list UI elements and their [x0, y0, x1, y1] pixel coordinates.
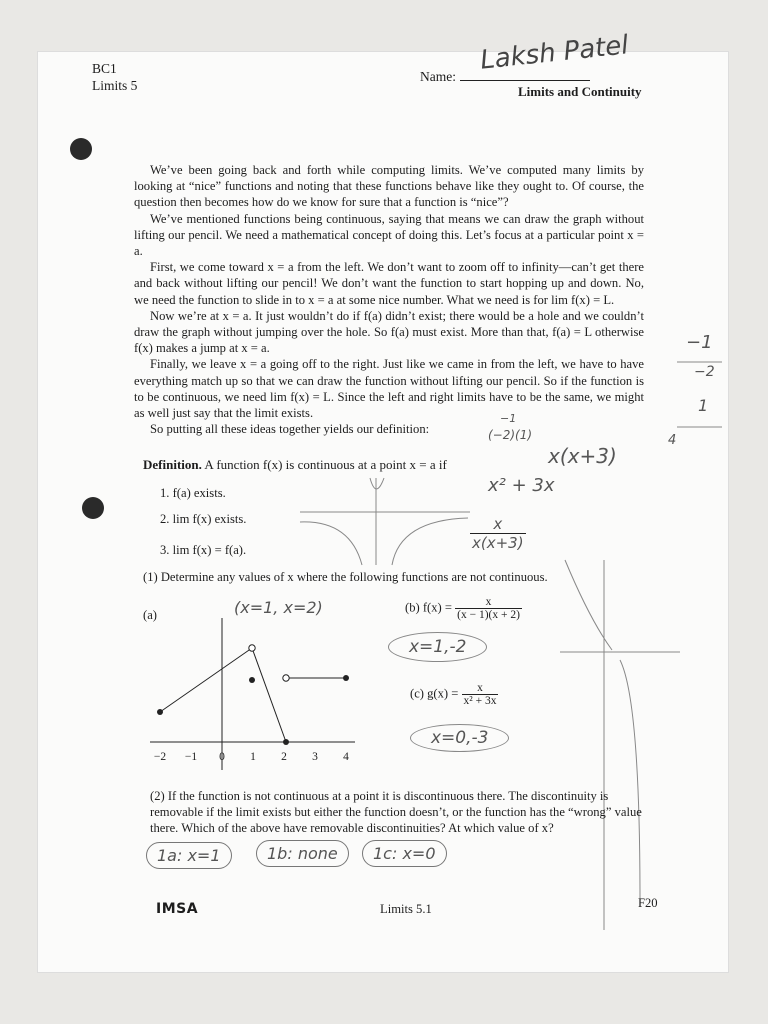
definition [143, 457, 447, 473]
name-label: Name: [420, 69, 456, 84]
paragraph-1: We’ve been going back and forth while computing limits. We’ve computed many limits by looking at “nice” functions and noting that these functions behave like they ought to. Of course, the question then becomes how do we know for sure that a function is “nice”? [134, 163, 644, 210]
topic-title: Limits and Continuity [518, 84, 642, 99]
part-c [410, 682, 498, 707]
definition-label: Definition. [143, 457, 202, 472]
part-b [405, 596, 522, 621]
part-c-label: (c) g(x) = [410, 686, 459, 701]
imsa-logo-text: IMSA [156, 901, 199, 917]
side-note-3: 1 [698, 396, 709, 415]
part-b-fraction [455, 596, 522, 621]
note-fraction-den: x(x+3) [472, 534, 524, 552]
condition-3: 3. lim f(x) = f(a). [160, 543, 247, 557]
paragraph-5: Finally, we leave x = a going off to the right. Just like we came in from the left, we have to have everything match up so that we can draw the function without lifting our pencil. So if the function is to be continuous, we need lim f(x) = L. Since the left and right limits have to be the same, we might as well just say that the limit exists. [134, 357, 644, 421]
note-factored: x(x+3) [548, 444, 617, 468]
note-fraction-num: x [470, 515, 526, 534]
binder-hole-top [70, 138, 92, 160]
note-expr: x² + 3x [488, 475, 555, 496]
part-b-denominator: (x − 1)(x + 2) [457, 609, 520, 621]
graph-a-tick-5: 3 [312, 751, 318, 763]
intro-text [134, 162, 644, 437]
paragraph-3: First, we come toward x = a from the left. We don’t want to zoom off to infinity—can’t get there and back without lifting our pencil! We don’t want the function to start hopping up and down. No, we need the function to slide in to x = a at some nice number. What we need is for lim f(x) = L. [134, 260, 644, 307]
part-c-fraction [462, 682, 499, 707]
part-a-answer: (x=1, x=2) [234, 598, 323, 617]
imsa-logo [156, 901, 198, 917]
part-c-denominator: x² + 3x [463, 695, 497, 707]
question-1-prompt: (1) Determine any values of x where the following functions are not continuous. [143, 570, 548, 584]
unit-name: Limits 5 [92, 78, 138, 93]
course-header [92, 60, 137, 94]
question-2-prompt: (2) If the function is not continuous at a point it is discontinuous there. The discontinuity is removable if the limit exists but either the function doesn’t, or the function has the “wrong” value there. Which of the above have removable discontinuities? At which value of x? [150, 789, 642, 835]
note-small-1: −1 [500, 412, 517, 425]
term-label: F20 [638, 896, 658, 910]
graph-a-tick-6: 4 [343, 751, 349, 763]
side-note-1: −1 [686, 332, 713, 353]
part-b-numerator: x [455, 596, 522, 609]
graph-a-tick-3: 1 [250, 751, 256, 763]
page-label: Limits 5.1 [380, 902, 432, 916]
graph-a-tick-2: 0 [219, 751, 225, 763]
side-note-4: 4 [668, 433, 677, 448]
note-fraction [470, 515, 526, 552]
question-2-answer-1: 1a: x=1 [146, 842, 232, 869]
course-code: BC1 [92, 61, 117, 76]
condition-1: 1. f(a) exists. [160, 486, 226, 500]
graph-a-tick-1: −1 [184, 751, 198, 763]
question-2-answer-2: 1b: none [256, 840, 349, 867]
condition-2: 2. lim f(x) exists. [160, 512, 247, 526]
question-2-answer-3: 1c: x=0 [362, 840, 447, 867]
part-b-answer: x=1,-2 [388, 632, 487, 662]
paragraph-2: We’ve mentioned functions being continuous, saying that means we can draw the graph without lifting our pencil. We need a mathematical concept of doing this. Let’s focus at a particular point x = a. [134, 211, 644, 259]
part-a-label: (a) [143, 608, 157, 622]
part-c-numerator: x [462, 682, 499, 695]
part-b-label: (b) f(x) = [405, 600, 452, 615]
graph-a-tick-0: −2 [153, 751, 167, 763]
part-c-answer: x=0,-3 [410, 724, 509, 752]
paragraph-6: So putting all these ideas together yields our definition: [150, 422, 430, 437]
paragraph-4: Now we’re at x = a. It just wouldn’t do if f(a) didn’t exist; there would be a hole and we couldn’t draw the graph without jumping over the hole. So f(a) must exist. More than that, f(a) = L otherwise f(x) makes a jump at x = a. [134, 308, 644, 356]
note-small-2: (−2)(1) [488, 428, 533, 442]
definition-text: A function f(x) is continuous at a point x = a if [204, 457, 447, 472]
graph-a-tick-4: 2 [281, 751, 287, 763]
student-name: Laksh Patel [478, 30, 630, 76]
side-note-2: −2 [694, 364, 715, 380]
binder-hole-bottom [82, 497, 104, 519]
